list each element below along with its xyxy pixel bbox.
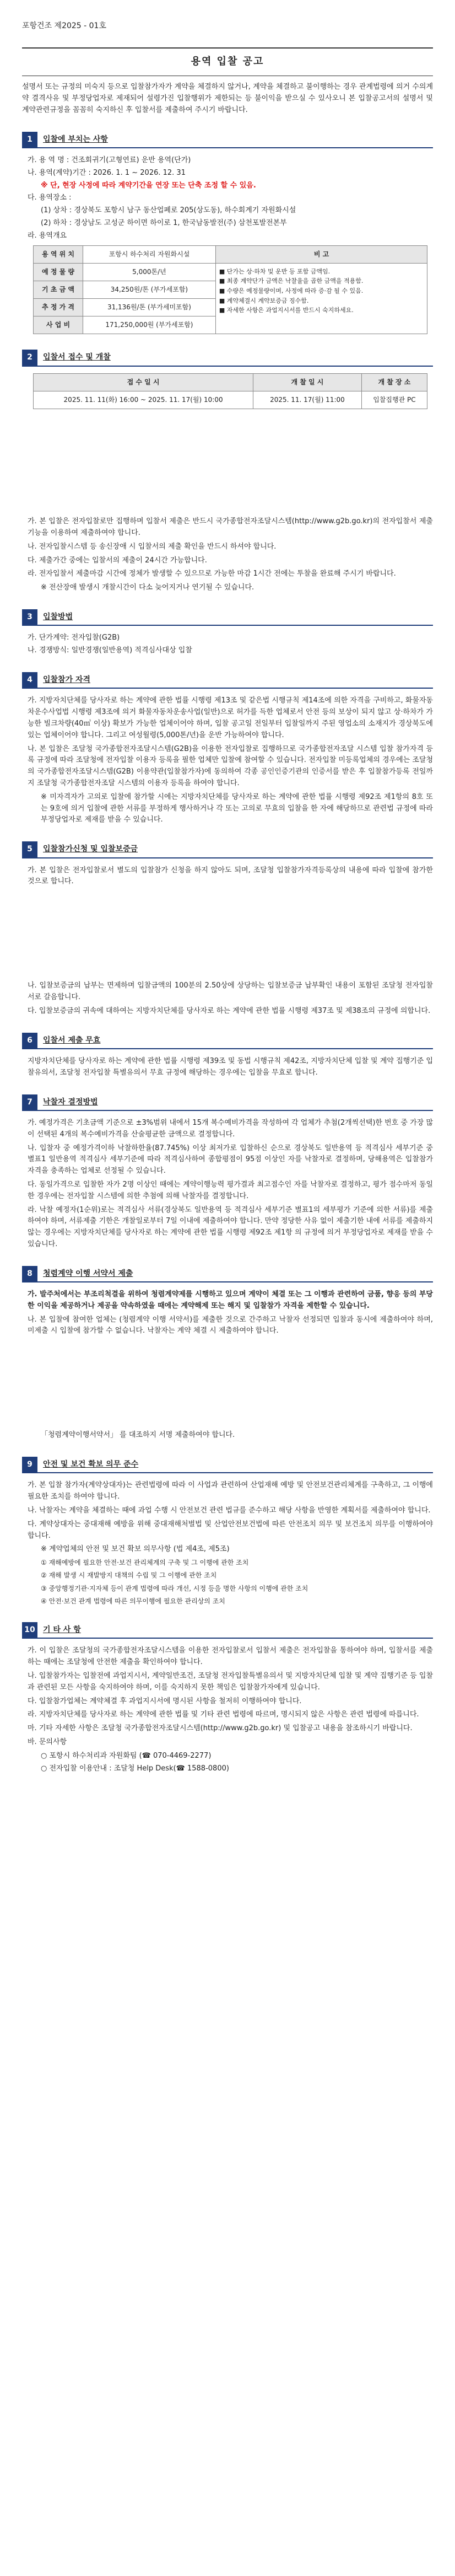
s7-paragraph: 다. 동일가격으로 입찰한 자가 2명 이상인 때에는 계약이행능력 평가결과 최고점수인 자를 낙찰자로 결정하고, 평가 점수마저 동일한 경우에는 전자입찰 시스템에 의한 추첨에 의해 낙찰자를 결정합니다. [28, 1180, 433, 1200]
section-number: 6 [22, 1033, 37, 1048]
s1-period: 나. 용역(계약)기간 : 2026. 1. 1 ~ 2026. 12. 31 [28, 168, 186, 177]
s9-paragraph: 가. 본 입찰 참가자(계약상대자)는 관련법령에 따라 이 사업과 관련하여 산업재해 예방 및 안전보건관리체계를 구축하고, 그 이행에 필요한 조치를 하여야 합니다. [28, 1481, 433, 1501]
contact-helpdesk: ○ 전자입찰 이용안내 : 조달청 Help Desk(☎ 1588-0800) [41, 1764, 229, 1773]
table-note: ■ 계약체결시 계약보증금 징수함. [219, 297, 309, 304]
bid-schedule-table [33, 373, 427, 409]
title-box [22, 47, 433, 76]
table-header: 개 찰 장 소 [361, 373, 427, 391]
table-header: 접 수 일 시 [34, 373, 253, 391]
s8-paragraph: 가. 발주처에서는 부조리척결을 위하여 청렴계약제를 시행하고 있으며 계약이 체결 또는 그 이행과 관련하여 금품, 향응 등의 부당한 이익을 제공하거나 제공을 약속하였을 때에는 계약해제 또는 해지 및 입찰참가 자격을 제한할 수 있습니다. [28, 1290, 433, 1310]
s3-item: 나. 경쟁방식: 일반경쟁(일반용역) 적격심사대상 입찰 [28, 646, 192, 655]
s9-list-item: ③ 중앙행정기관·지자체 등이 관계 법령에 따라 개선, 시정 등을 명한 사항의 이행에 관한 조치 [41, 1584, 308, 1592]
service-overview-table [33, 245, 427, 335]
s4-note: ※ 미자격자가 고의로 입찰에 참가할 시에는 지방자치단체를 당사자로 하는 계약에 관한 법률 시행령 제92조 제1항의 8호 또는 9호에 의거 입찰에 관한 서류를 부정하게 행사하거나 각 또는 고의로 무효의 입찰을 한 자에 해당하므로 관련법 규정에 따라 부정당업자로 제재를 받을 수 있습니다. [41, 792, 433, 824]
section-title: 입찰서 접수 및 개찰 [43, 353, 111, 362]
s9-paragraph: 나. 낙찰자는 계약을 체결하는 때에 과업 수행 시 안전보건 관련 법규를 준수하고 해당 사항을 반영한 계획서를 제출하여야 합니다. [28, 1506, 431, 1515]
s2-paragraph: 가. 본 입찰은 전자입찰로만 집행하며 입찰서 제출은 반드시 국가종합전자조달시스템(http://www.g2b.go.kr)의 전자입찰서 제출기능을 이용하여 제출하여야 합니다. [28, 517, 433, 538]
section-title: 기 타 사 항 [43, 1625, 81, 1634]
section-number: 2 [22, 350, 37, 365]
s9-note: ※ 계약업체의 안전 및 보건 확보 의무사항 (법 제4조, 제5조) [41, 1545, 230, 1554]
page-title: 용역 입찰 공고 [191, 56, 264, 68]
table-cell: 2025. 11. 11(화) 16:00 ~ 2025. 11. 17(월) 10:00 [34, 391, 253, 409]
s5-paragraph: 다. 입찰보증금의 귀속에 대하여는 지방자치단체를 당사자로 하는 계약에 관한 법률 시행령 제37조 및 제38조의 규정에 의합니다. [28, 1006, 431, 1015]
section-title: 입찰방법 [43, 613, 73, 622]
section-number: 10 [22, 1622, 37, 1638]
table-label: 용 역 위 치 [34, 245, 83, 263]
s7-paragraph: 가. 예정가격은 기초금액 기준으로 ±3%범위 내에서 15개 복수예비가격을 작성하여 각 업체가 추첨(2개씩선택)한 번호 중 가장 많이 선택된 4개의 복수예비가격을 산술평균한 금액으로 결정합니다. [28, 1118, 433, 1139]
table-cell: 2025. 11. 17(월) 11:00 [253, 391, 362, 409]
table-value: 31,136원/톤 (부가세미포함) [83, 299, 216, 316]
s9-paragraph: 다. 계약상대자는 중대재해 예방을 위해 중대재해처벌법 및 산업안전보건법에 따른 안전조치 의무 및 보건조치 의무를 이행하여야 합니다. [28, 1520, 433, 1540]
section-number: 3 [22, 609, 37, 625]
s10-paragraph: 마. 기타 자세한 사항은 조달청 국가종합전자조달시스템(http://www.g2b.go.kr) 및 입찰공고 내용을 참조하시기 바랍니다. [28, 1724, 413, 1733]
section-title: 청렴계약 이행 서약서 제출 [43, 1269, 133, 1278]
s10-paragraph: 나. 입찰참가자는 입찰전에 과업지시서, 계약일반조건, 조달청 전자입찰특별유의서 및 지방자치단체 입찰 및 계약 집행기준 등 입찰과 관련된 모든 사항을 숙지하여야 하며, 이를 숙지하지 못한 책임은 입찰참가자에게 있습니다. [28, 1671, 433, 1692]
section-10-header [22, 1622, 433, 1639]
s1-location: 다. 용역장소 : [28, 194, 72, 202]
section-1-header [22, 132, 433, 148]
s5-paragraph: 가. 본 입찰은 전자입찰로서 별도의 입찰참가 신청을 하지 않아도 되며, 조달청 입찰참가자격등록상의 내용에 따라 입찰에 참가한 것으로 합니다. [28, 866, 433, 886]
table-label: 사 업 비 [34, 316, 83, 334]
table-value: 34,250원/톤 (부가세포함) [83, 281, 216, 298]
section-5-header [22, 841, 433, 858]
section-number: 7 [22, 1094, 37, 1110]
section-number: 9 [22, 1457, 37, 1472]
table-note-header: 비 고 [215, 245, 427, 263]
section-title: 낙찰자 결정방법 [43, 1097, 98, 1107]
s2-paragraph: 나. 전자입찰시스템 등 송신장애 시 입찰서의 제출 확인을 반드시 하셔야 합니다. [28, 542, 277, 551]
s1-location-unload: (2) 하차 : 경상남도 고성군 하이면 하이로 1, 한국남동발전(주) 삼천포발전본부 [41, 218, 287, 227]
section-8-header [22, 1266, 433, 1282]
section-number: 8 [22, 1266, 37, 1281]
s10-paragraph: 가. 이 입찰은 조달청의 국가종합전자조달시스템을 이용한 전자입찰로서 입찰서 제출은 전자입찰을 통하여야 하며, 입찰서를 제출하는 때에는 조달청에 안전한 제출을 확인하여야 합니다. [28, 1646, 433, 1667]
s7-paragraph: 라. 낙찰 예정자(1순위)로는 적격심사 서류(경상북도 일반용역 등 적격심사 세부기준 별표1의 세부평가 기준에 의한 서류)를 제출하여야 하며, 서류제출 기한은 개찰일로부터 7일 이내에 제출하여야 합니다. 만약 정당한 사유 없이 제출기한 내에 서류를 제출하지 않는 경우에는 지방자치단체를 당사자로 하는 계약에 관한 법률 시행령 제92조 제1항 의 규정에 의거 부정당업자로 제재를 받을 수 있습니다. [28, 1205, 433, 1248]
table-label: 추 정 가 격 [34, 299, 83, 316]
table-note: ■ 자세한 사항은 과업지시서를 반드시 숙지하세요. [219, 307, 354, 314]
section-9-header [22, 1457, 433, 1473]
s5-paragraph: 나. 입찰보증금의 납부는 면제하며 입찰금액의 100분의 2.50상에 상당하는 입찰보증금 납부확인 내용이 포함된 조달청 전자입찰서로 갈음합니다. [28, 981, 433, 1001]
blank-area [22, 890, 433, 978]
table-value: 5,000톤/년 [83, 263, 216, 281]
s3-item: 가. 단가계약: 전자입찰(G2B) [28, 634, 120, 642]
s9-list-item: ② 재해 발생 시 재발방지 대책의 수립 및 그 이행에 관한 조치 [41, 1571, 217, 1580]
s4-paragraph: 나. 본 입찰은 조달청 국가종합전자조달시스템(G2B)을 이용한 전자입찰로 집행하므로 국가종합전자조달 시스템 입찰 참가자격 등록 규정에 따라 조달청에 전자입찰 이용자 등록을 필한 업체만 입찰에 참여할 수 있습니다. 전자입찰 미등록업체의 경우에는 조달청의 국가종합전자조달시스템(G2B) 이용약관(입찰참가자)에 동의하여 각종 공인인증기관의 인증서를 받은 후 입찰참가등록 전일까지 조달청 국가종합전자조달 시스템의 이용자 등록을 하여야 합니다. [28, 744, 433, 787]
table-note: ■ 최종 계약단가 금액은 낙찰율을 곱한 금액을 적용함. [219, 277, 364, 285]
s7-paragraph: 나. 입찰자 중 예정가격이하 낙찰하한율(87.745%) 이상 최저가로 입찰하신 순으로 경상북도 일반용역 등 적격심사 세부기준 중 별표1 일반용역 적격심사 세부기준에 따라 적격심사하여 종합평점이 95점 이상인 자를 낙찰자로 결정하며, 당해용역은 입찰참가 자격을 충족하는 업체로 선정될 수 있습니다. [28, 1144, 433, 1176]
table-note: ■ 단가는 상·하차 및 운반 등 포함 금액임. [219, 267, 331, 275]
s4-paragraph: 가. 지방자치단체를 당사자로 하는 계약에 관한 법률 시행령 제13조 및 같은법 시행규칙 제14조에 의한 자격을 구비하고, 화물자동차운수사업법 시행령 제3조에 의거 화물자동차운송사업(일반)으로 허가를 득한 업체로서 안전 등의 보상이 되지 않고 상·하차가 가능한 빌크차량(40㎥ 이상) 확보가 가능한 업체이어야 하며, 입찰 공고일 전일부터 입찰일까지 주된 영업소의 소재지가 경상북도에 있는 업체이어야 합니다. 그리고 여성월령(5,000톤/년)을 운반 가능하여야 합니다. [28, 696, 433, 739]
s10-paragraph: 라. 지방자치단체를 당사자로 하는 계약에 관한 법률 및 기타 관련 법령에 따르며, 명시되지 않은 사항은 관련 법령에 따릅니다. [28, 1710, 419, 1719]
section-6-header [22, 1033, 433, 1049]
table-label: 예 정 물 량 [34, 263, 83, 281]
s8-paragraph: 나. 본 입찰에 참여한 업체는 (청렴계약 이행 서약서)를 제출한 것으로 간주하고 낙찰자 선정되면 입찰과 동시에 제출하여야 하며, 미제출 시 입찰에 참가할 수 없습니다. 낙찰자는 계약 체결 시 제출하여야 합니다. [28, 1315, 433, 1335]
intro-paragraph: 설명서 또는 규정의 미숙지 등으로 입찰참가자가 계약을 체결하지 않거나, 계약을 체결하고 불이행하는 경우 관계법령에 의거 수의계약 결격사유 및 부정당업자로 제재되어 설령가진 입찰행위가 제한되는 등 불이익을 받으실 수 있사오니 본 입찰공고서의 설명서 및 계약관련규정을 꼼꼼히 숙지하신 후 입찰서를 제출하여 주시기 바랍니다. [22, 83, 433, 114]
section-title: 입찰에 부치는 사항 [43, 135, 108, 144]
section-7-header [22, 1094, 433, 1111]
table-notes [215, 263, 427, 334]
section-number: 5 [22, 841, 37, 857]
table-header: 개 찰 일 시 [253, 373, 362, 391]
section-4-header [22, 672, 433, 689]
table-value: 포항시 하수처리 자원화시설 [83, 245, 216, 263]
table-note: ■ 수량은 예정물량이며, 사정에 따라 증·감 될 수 있음. [219, 287, 364, 294]
section-3-header [22, 609, 433, 626]
document-number: 포항건조 제2025 - 01호 [22, 22, 106, 30]
s1-overview: 라. 용역개요 [28, 231, 67, 240]
blank-area [22, 409, 433, 514]
s2-paragraph: 라. 전자입찰서 제출마감 시간에 정체가 발생할 수 있으므로 가능한 마감 1시간 전에는 투찰을 완료해 주시기 바랍니다. [28, 570, 396, 578]
s2-paragraph: 다. 제출가간 중에는 입찰서의 제출이 24시간 가능합니다. [28, 556, 207, 565]
s10-paragraph: 바. 문의사항 [28, 1737, 67, 1746]
section-title: 입찰참가 자격 [43, 675, 91, 685]
section-2-header [22, 350, 433, 366]
s1-service-name: 가. 용 역 명 : 건조회귀기(고형연료) 운반 용역(단가) [28, 155, 191, 164]
contact-department: ○ 포항시 하수처리과 자원화팀 (☎ 070-4469-2277) [41, 1751, 212, 1760]
table-cell: 입찰집행관 PC [361, 391, 427, 409]
s8-paragraph: 「청렴계약이행서약서」 를 대조하지 서명 제출하여야 합니다. [41, 1431, 235, 1440]
s9-list-item: ④ 안전·보건 관계 법령에 따른 의무이행에 필요한 관리상의 조치 [41, 1597, 225, 1605]
s1-location-load: (1) 상차 : 경상북도 포항시 남구 동산업폐로 205(상도동), 하수회계기 자원화시설 [41, 206, 296, 215]
section-title: 입찰서 제출 무효 [43, 1035, 101, 1045]
blank-area [22, 1339, 433, 1427]
s10-paragraph: 다. 입찰참가업체는 계약체결 후 과업지시서에 명시된 사항을 철저히 이행하여야 합니다. [28, 1697, 302, 1705]
section-number: 1 [22, 132, 37, 147]
table-value: 171,250,000원 (부가세포함) [83, 316, 216, 334]
table-label: 기 초 금 액 [34, 281, 83, 298]
s2-note: ※ 전산장애 발생시 개찰시간이 다소 늦어지거나 연기될 수 있습니다. [41, 583, 254, 592]
section-title: 안전 및 보건 확보 의무 준수 [43, 1460, 139, 1469]
section-title: 입찰참가신청 및 입찰보증금 [43, 845, 138, 854]
s6-paragraph: 지방자치단체를 당사자로 하는 계약에 관한 법률 시행령 제39조 및 동법 시행규칙 제42조, 지방자치단체 입찰 및 계약 집행기준 입찰유의서, 조달청 전자입찰 특별유의서 무효 규정에 해당하는 경우에는 입찰을 무효로 합니다. [28, 1056, 433, 1077]
s9-list-item: ① 재해예방에 필요한 안전·보건 관리체계의 구축 및 그 이행에 관한 조치 [41, 1559, 249, 1567]
s1-period-note: ※ 단, 현장 사정에 따라 계약기간을 연장 또는 단축 조정 할 수 있음. [41, 181, 256, 190]
section-number: 4 [22, 672, 37, 688]
